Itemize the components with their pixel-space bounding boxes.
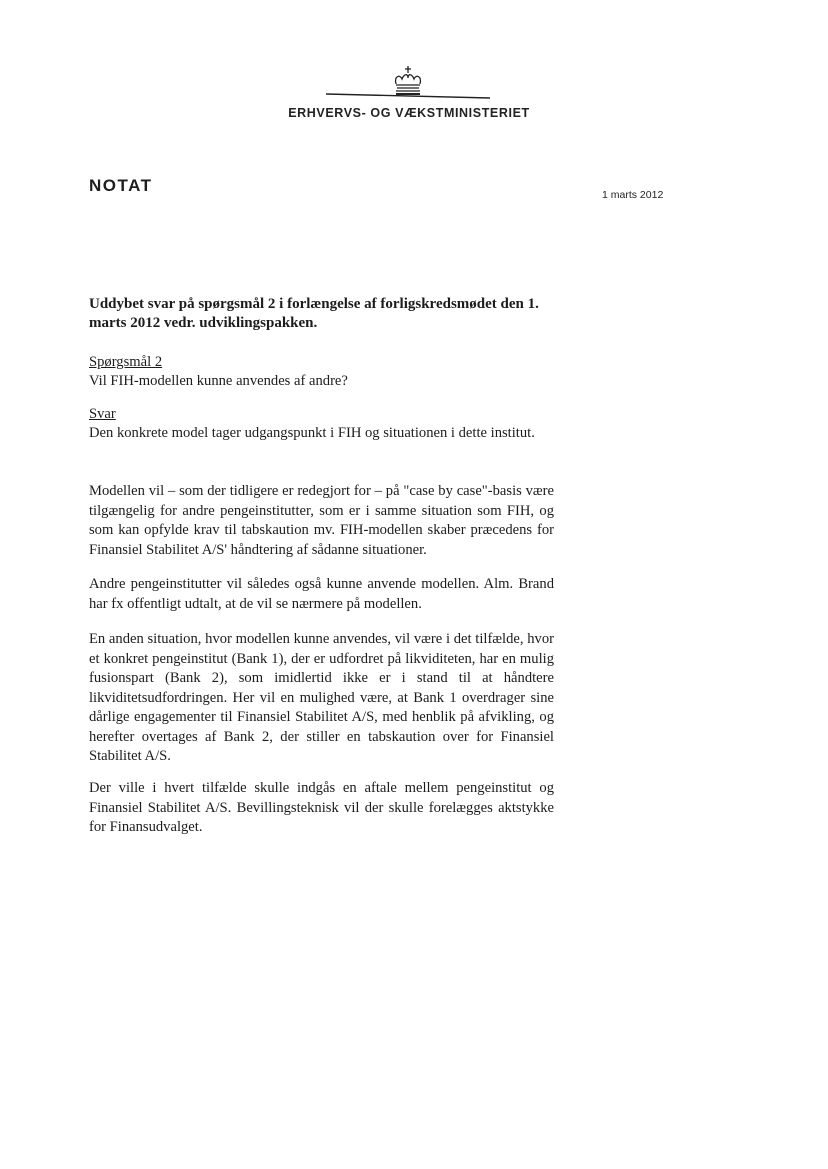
answer-paragraph: En anden situation, hvor modellen kunne anvendes, vil være i det tilfælde, hvor et konkret pengeinstitut (Bank 1), der er udfordret på likviditeten, har en mulig fusionspart (Bank 2), som imidlertid ikke er i stand til at håndtere likviditetsudfordringen. Her vil en mulighed være, at Bank 1 overdrager sine dårlige engagementer til Finansiel Stabilitet A/S, med henblik på afvikling, og herefter overtages af Bank 2, der stiller en tabskaution over for Finansiel Stabilitet A/S. <box>89 631 554 764</box>
ministry-crest-logo <box>326 64 490 102</box>
document-date: 1 marts 2012 <box>602 189 664 201</box>
answer-paragraph: Andre pengeinstitutter vil således også kunne anvende modellen. Alm. Brand har fx offentligt udtalt, at de vil se nærmere på modellen. <box>89 576 554 612</box>
question-heading: Spørgsmål 2 <box>89 354 163 370</box>
answer-paragraph: Den konkrete model tager udgangspunkt i FIH og situationen i dette institut. <box>89 425 535 441</box>
answer-heading: Svar <box>89 406 116 422</box>
document-subject: Uddybet svar på spørgsmål 2 i forlængelse af forligskredsmødet den 1. marts 2012 vedr. udviklingspakken. <box>89 296 539 331</box>
question-text: Vil FIH-modellen kunne anvendes af andre? <box>89 373 348 389</box>
crown-icon <box>396 66 421 94</box>
answer-paragraph: Modellen vil – som der tidligere er redegjort for – på "case by case"-basis være tilgængelig for andre pengeinstitutter, som er i samme situation som FIH, og som kan opfylde krav til tabskaution mv. FIH-modellen skaber præcedens for Finansiel Stabilitet A/S' håndtering af sådanne situationer. <box>89 483 554 558</box>
ministry-name: ERHVERVS- OG VÆKSTMINISTERIET <box>288 106 530 120</box>
document-type-label: NOTAT <box>89 176 153 195</box>
answer-paragraph: Der ville i hvert tilfælde skulle indgås en aftale mellem pengeinstitut og Finansiel Stabilitet A/S. Bevillingsteknisk vil der skulle forelægges aktstykke for Finansudvalget. <box>89 780 554 835</box>
